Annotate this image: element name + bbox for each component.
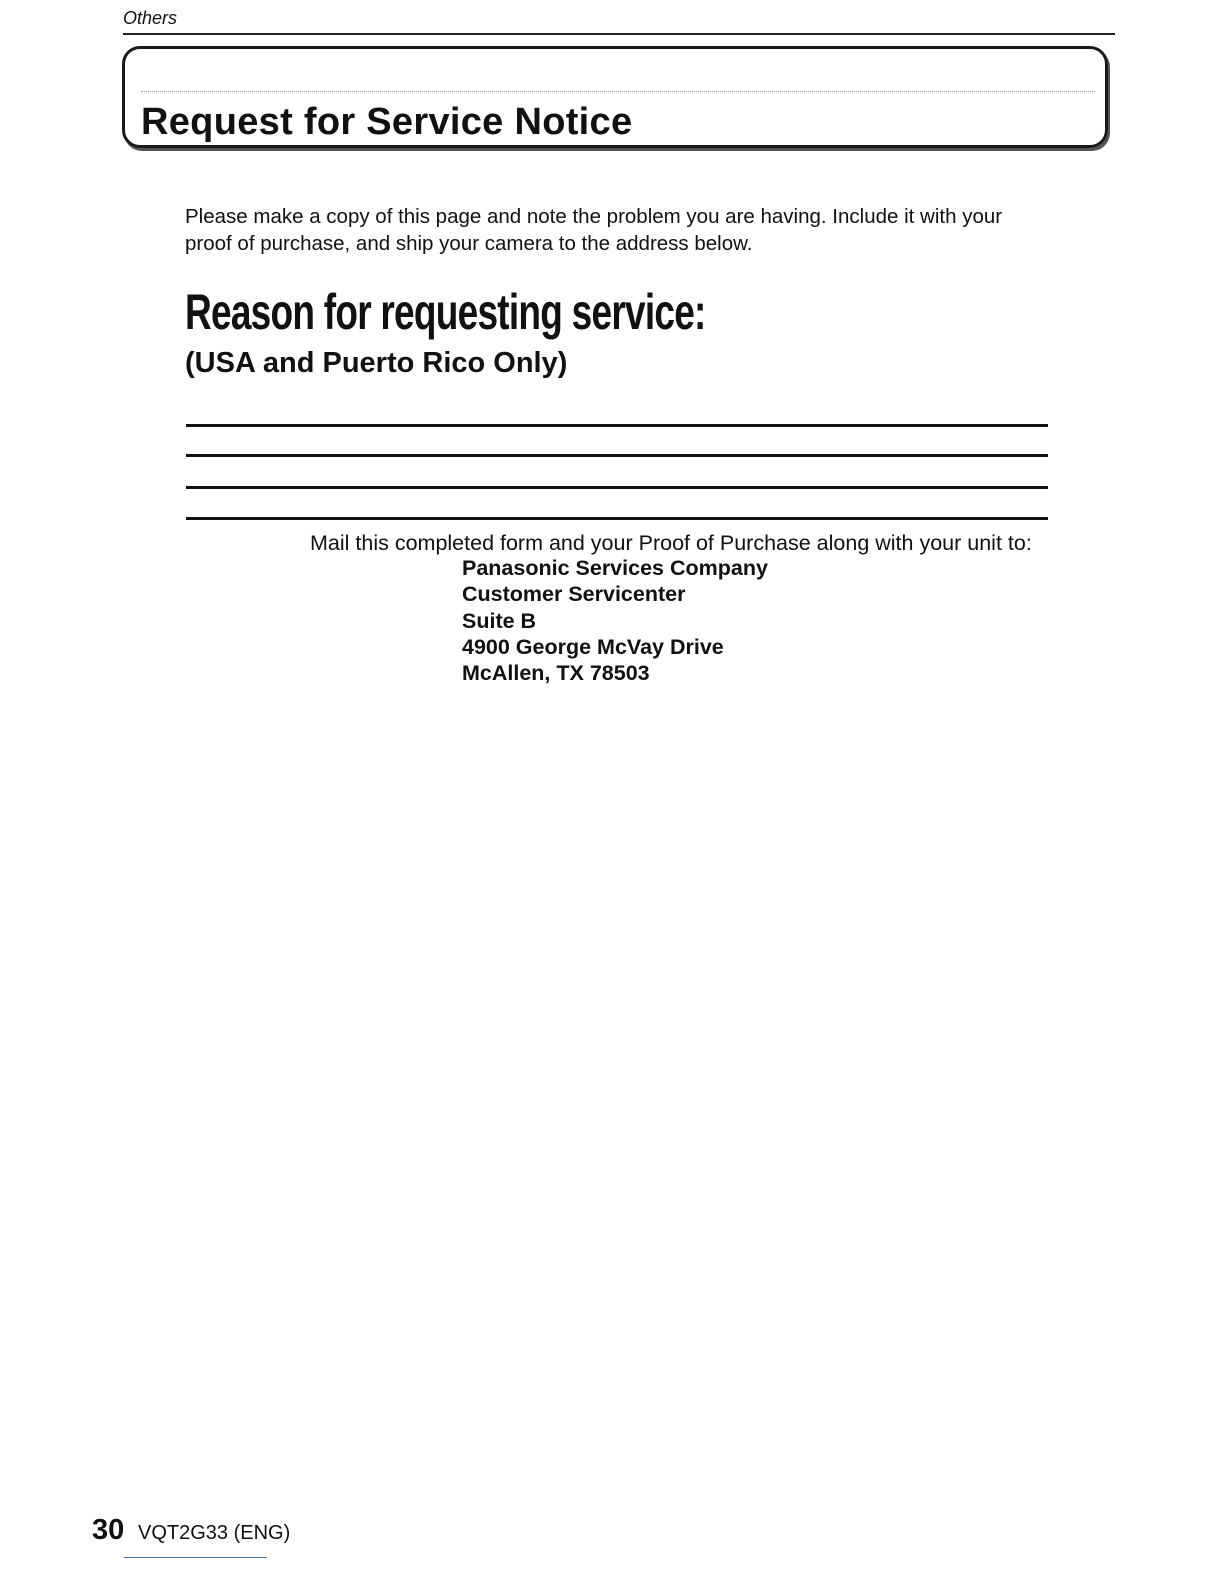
reason-write-line-2[interactable] [186,454,1048,457]
title-frame-dotted-guide [141,91,1095,92]
document-code: VQT2G33 (ENG) [138,1522,291,1544]
reason-write-line-4[interactable] [186,517,1048,520]
mail-instruction: Mail this completed form and your Proof of Purchase along with your unit to: [310,531,1032,555]
address-line-city: McAllen, TX 78503 [462,661,650,686]
footer-rule [124,1557,267,1558]
address-line-company: Panasonic Services Company [462,556,768,580]
mailing-address [462,555,768,686]
reason-heading: Reason for requesting service: [185,284,706,340]
section-label: Others [123,8,178,28]
intro-paragraph: Please make a copy of this page and note the problem you are having. Include it with your proof of purchase, and ship your camera to the address below. [185,205,1003,255]
header-rule [123,33,1115,35]
page-number: 30 [92,1514,125,1546]
address-line-street: 4900 George McVay Drive [462,634,724,659]
address-line-suite: Suite B [462,608,537,633]
reason-write-line-3[interactable] [186,486,1048,489]
reason-write-line-1[interactable] [186,424,1048,427]
region-note: (USA and Puerto Rico Only) [185,347,568,379]
address-line-department: Customer Servicenter [462,582,686,607]
page-title: Request for Service Notice [141,101,633,143]
